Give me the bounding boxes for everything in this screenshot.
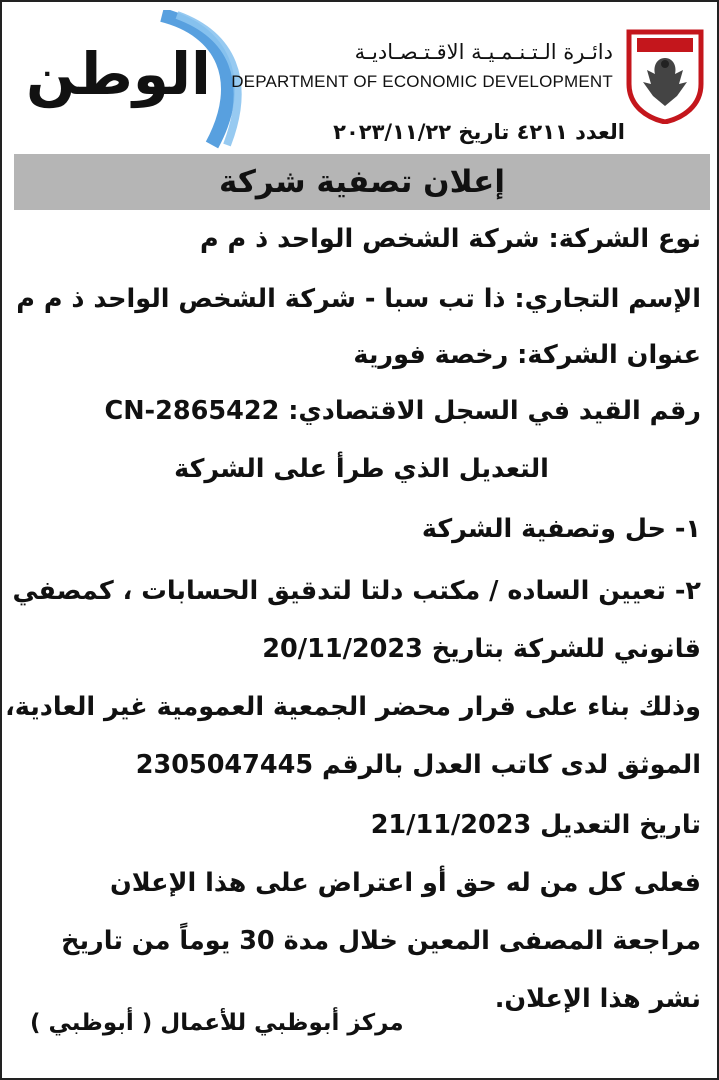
objection-line-3: نشر هذا الإعلان. xyxy=(494,984,701,1014)
department-name-arabic: دائـرة الـتـنـمـيـة الاقـتـصـاديـة xyxy=(354,40,613,64)
amendment-heading: التعديل الذي طرأ على الشركة xyxy=(174,454,549,484)
newspaper-logo: الوطن xyxy=(26,40,211,108)
department-name-english: DEPARTMENT OF ECONOMIC DEVELOPMENT xyxy=(231,72,613,91)
amendment-date: تاريخ التعديل 21/11/2023 xyxy=(370,810,701,840)
company-type: نوع الشركة: شركة الشخص الواحد ذ م م xyxy=(199,224,701,254)
item-liquidator-line-1: ٢- تعيين الساده / مكتب دلتا لتدقيق الحسابات ، كمصفي xyxy=(12,576,701,606)
decision-line-1: وذلك بناء على قرار محضر الجمعية العمومية غير العادية، xyxy=(5,692,701,722)
header xyxy=(2,2,719,152)
notice-title: إعلان تصفية شركة xyxy=(219,164,505,200)
registry-number: رقم القيد في السجل الاقتصادي: CN-2865422 xyxy=(104,396,701,426)
objection-line-2: مراجعة المصفى المعين خلال مدة 30 يوماً من تاريخ xyxy=(61,926,701,956)
issue-number-date: العدد ٤٢١١ تاريخ ٢٠٢٣/١١/٢٢ xyxy=(333,120,625,144)
abu-dhabi-emblem-icon xyxy=(623,24,707,124)
decision-line-2: الموثق لدى كاتب العدل بالرقم 2305047445 xyxy=(135,750,701,780)
trade-name: الإسم التجاري: ذا تب سبا - شركة الشخص الواحد ذ م م xyxy=(16,284,701,314)
item-dissolution: ١- حل وتصفية الشركة xyxy=(421,514,701,544)
company-address: عنوان الشركة: رخصة فورية xyxy=(353,340,701,370)
notice-title-bar xyxy=(14,154,710,210)
objection-line-1: فعلى كل من له حق أو اعتراض على هذا الإعلان xyxy=(109,868,701,898)
item-liquidator-line-2: قانوني للشركة بتاريخ 20/11/2023 xyxy=(262,634,701,664)
issuer-footer: مركز أبوظبي للأعمال ( أبوظبي ) xyxy=(30,1010,404,1036)
